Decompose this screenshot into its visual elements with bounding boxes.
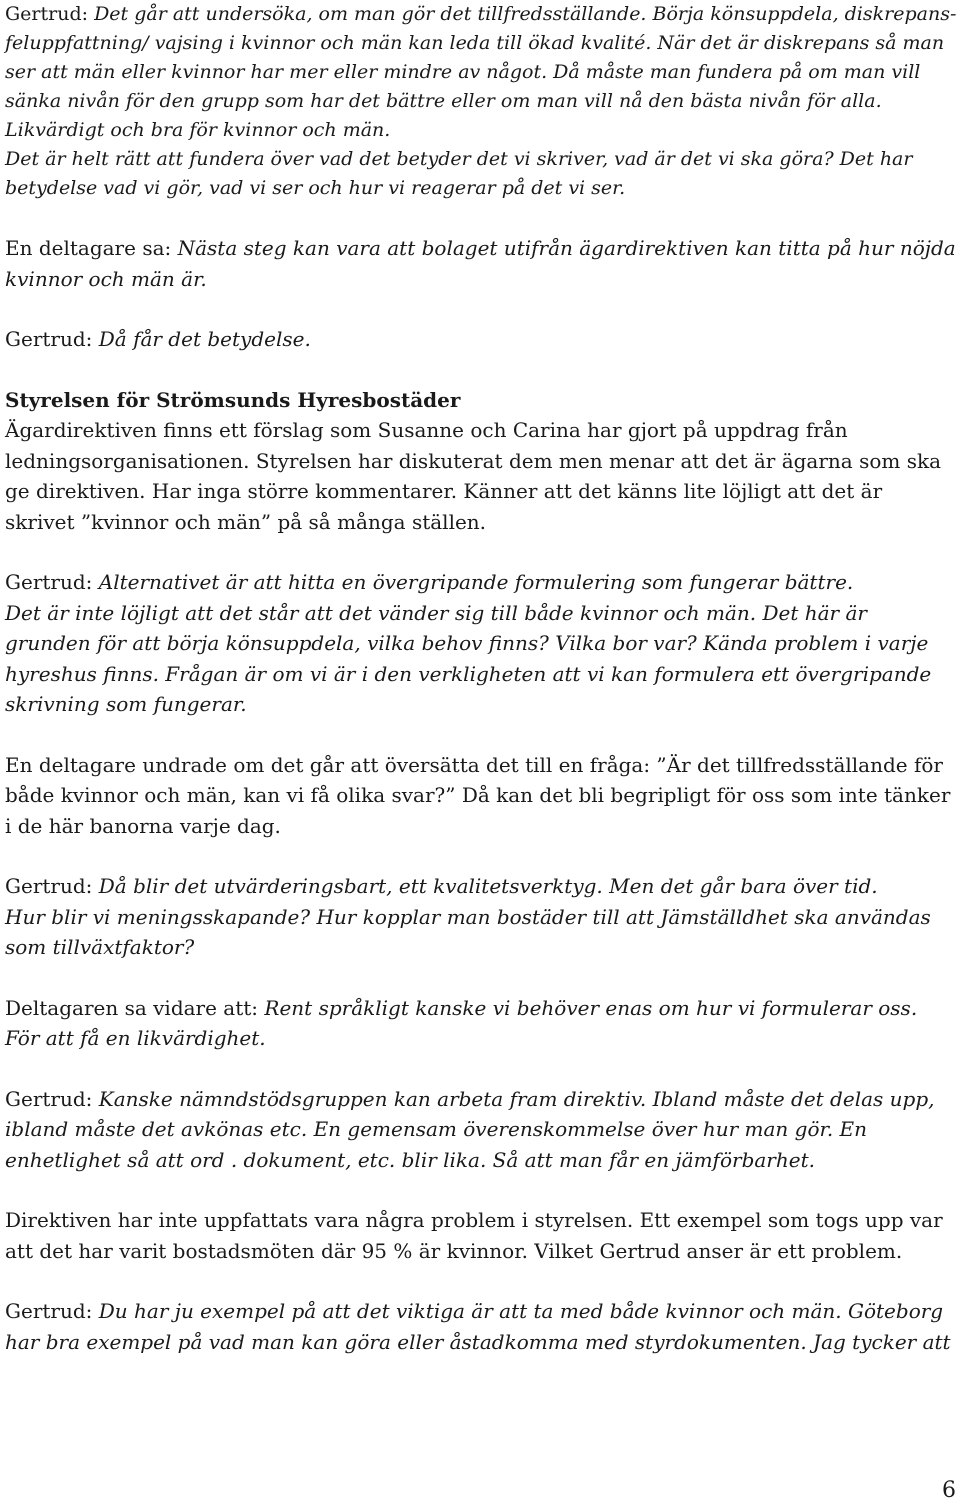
quote-text: Alternativet är att hitta en övergripande formulering som fungerar bättre. xyxy=(98,570,854,594)
paragraph-participant-next-step xyxy=(5,233,957,294)
quote-text: Hur blir vi meningsskapande? Hur kopplar man bostäder till att Jämställdhet ska användas som tillväxtfaktor? xyxy=(5,904,931,959)
speaker-text: Gertrud: xyxy=(5,327,99,351)
quote-text: Rent språkligt kanske vi behöver enas om hur vi formulerar oss. För att få en likvärdighet. xyxy=(5,995,918,1050)
paragraph-board-stromsund xyxy=(5,385,957,538)
speaker-text: Gertrud: xyxy=(5,874,99,898)
speaker-text: En deltagare sa: xyxy=(5,236,178,260)
speaker-text: Gertrud: xyxy=(5,1299,99,1323)
quote-text: Det är helt rätt att fundera över vad det betyder det vi skriver, vad är det vi ska göra? Det har betydelse vad vi gör, vad vi ser och hur vi reagerar på det vi ser. xyxy=(5,148,913,199)
quote-text: Du har ju exempel på att det viktiga är att ta med både kvinnor och män. Göteborg har bra exempel på vad man kan göra eller åstadkomma med styrdokumenten. Jag tycker att xyxy=(5,1299,951,1354)
section-heading: Styrelsen för Strömsunds Hyresbostäder xyxy=(5,387,461,412)
paragraph-gertrud-alternative xyxy=(5,567,957,720)
paragraph-gertrud-directives xyxy=(5,1084,957,1176)
paragraph-participant-language xyxy=(5,993,957,1054)
quote-text: Nästa steg kan vara att bolaget utifrån ägardirektiven kan titta på hur nöjda kvinnor och män är. xyxy=(5,236,956,291)
quote-text: Kanske nämndstödsgruppen kan arbeta fram direktiv. Ibland måste det delas upp, ibland måste det avkönas etc. En gemensam överenskommelse över hur man gör. En enhetlighet så att ord . dokument, etc. blir lika. Så att man får en jämförbarhet. xyxy=(5,1086,935,1172)
speaker-text: Gertrud: xyxy=(5,3,95,25)
quote-text: Det går att undersöka, om man gör det tillfredsställande. Börja könsuppdela, diskrepans- feluppfattning/ vajsing i kvinnor och män kan leda till ökad kvalité. När det är diskrepans så man ser att män eller kvinnor har mer eller mindre av något. Då måste man fundera på om man vill sänka nivån för den grupp som har det bättre eller om man vill nå den bästa nivån för alla. Likvärdigt och bra för kvinnor och män. xyxy=(5,3,957,141)
paragraph-gertrud-evaluation xyxy=(5,871,957,963)
quote-text: Då blir det utvärderingsbart, ett kvalitetsverktyg. Men det går bara över tid. xyxy=(98,874,878,898)
document-page xyxy=(5,0,957,1357)
page-number: 6 xyxy=(942,1478,956,1503)
speaker-text: Direktiven har inte uppfattats vara några problem i styrelsen. Ett exempel som togs upp var att det har varit bostadsmöten där 95 % är kvinnor. Vilket Gertrud anser är ett problem. xyxy=(5,1208,943,1263)
speaker-text: Gertrud: xyxy=(5,570,99,594)
quote-text: Då får det betydelse. xyxy=(98,327,311,351)
speaker-text: Gertrud: xyxy=(5,1086,99,1111)
speaker-text: En deltagare undrade om det går att översätta det till en fråga: ”Är det tillfredsställande för både kvinnor och män, kan vi få olika svar?” Då kan det bli begripligt för oss som inte tänker i de här banorna varje dag. xyxy=(5,752,951,838)
speaker-text: Deltagaren sa vidare att: xyxy=(5,995,265,1020)
paragraph-gertrud-examples xyxy=(5,1296,957,1357)
paragraph-gertrud-discussion xyxy=(5,0,957,203)
paragraph-board-directives xyxy=(5,1205,957,1266)
speaker-text: Ägardirektiven finns ett förslag som Susanne och Carina har gjort på uppdrag från ledningsorganisationen. Styrelsen har diskuterat dem men menar att det är ägarna som ska ge direktiven. Har inga större kommentarer. Känner att det känns lite löjligt att det är skrivet ”kvinnor och män” på så många ställen. xyxy=(5,418,942,534)
paragraph-participant-question xyxy=(5,750,957,842)
paragraph-gertrud-significance xyxy=(5,324,957,355)
quote-text: Det är inte löjligt att det står att det vänder sig till både kvinnor och män. Det här är grunden för att börja könsuppdela, vilka behov finns? Vilka bor var? Kända problem i varje hyreshus finns. Frågan är om vi är i den verkligheten att vi kan formulera ett övergripande skrivning som fungerar. xyxy=(5,600,932,716)
